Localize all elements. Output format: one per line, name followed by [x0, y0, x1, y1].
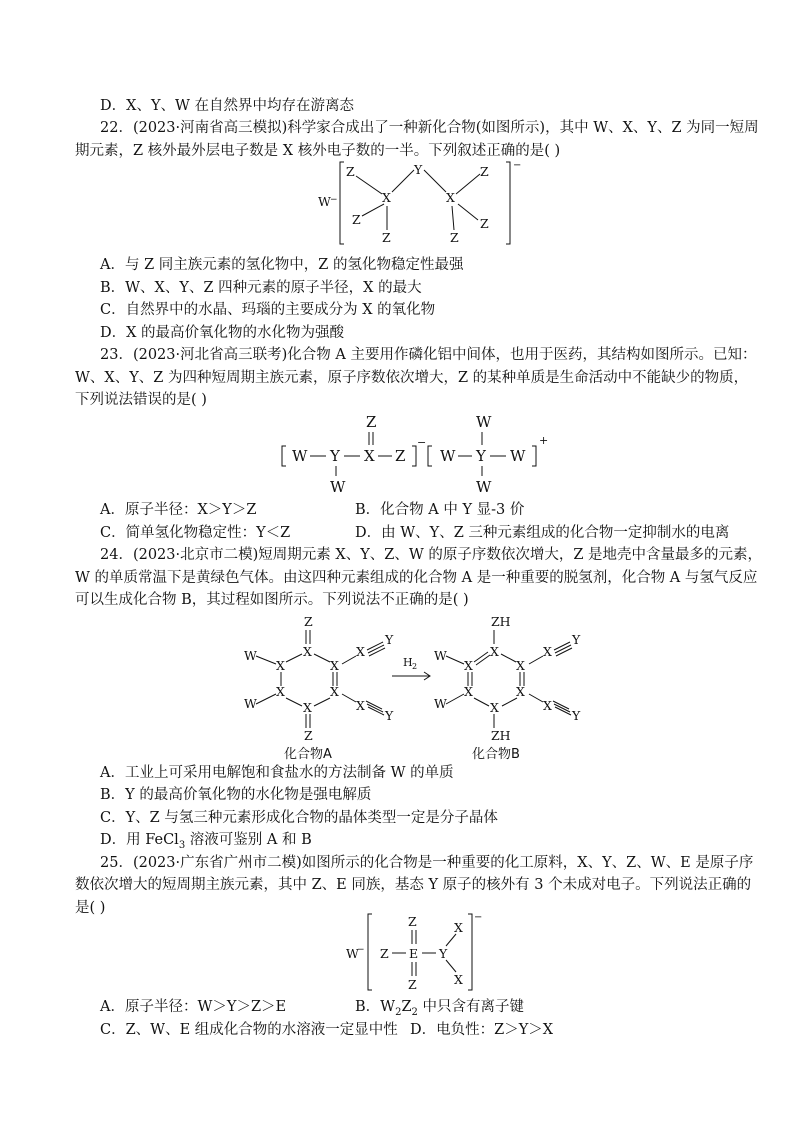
f22-w-charge: − [330, 195, 338, 205]
f25-e: E [409, 946, 419, 961]
f24a-x-top: X [303, 644, 312, 659]
question-25-stem-line2: 数依次增大的短周期主族元素，其中 Z、E 同族，基态 Y 原子的核外有 3 个未成对电子。下列说法正确的 [75, 877, 752, 893]
f25-z-top: Z [408, 914, 417, 929]
f24a-x-ur: X [330, 658, 339, 673]
question-25-option-a: A．原子半径：W＞Y＞Z＞E [100, 999, 287, 1015]
f23-y1: Y [330, 447, 340, 465]
question-24-option-a: A．工业上可采用电解饱和食盐水的方法制备 W 的单质 [100, 765, 454, 781]
question-24-option-d [100, 830, 312, 856]
figure-25-structure [340, 912, 490, 994]
question-22-stem-line2: 期元素，Z 核外最外层电子数是 X 核外电子数的一半。下列叙述正确的是( ) [75, 143, 561, 159]
f24b-x-cn2: X [543, 698, 552, 713]
f23-minus: − [417, 436, 427, 449]
f24b-zh-bot: ZH [491, 728, 511, 743]
question-22-option-c: C．自然界中的水晶、玛瑙的主要成分为 X 的氧化物 [100, 302, 436, 318]
f24b-x-lr: X [516, 684, 525, 699]
f23-bracket1-left [282, 446, 286, 466]
q25b-text-2: Z [401, 999, 412, 1015]
f24b-x-bot: X [490, 700, 499, 715]
question-25-option-b [355, 997, 524, 1023]
question-25-stem-line3: 是( ) [75, 900, 106, 916]
question-25-stem-line1: 25．(2023·广东省广州市二模)如图所示的化合物是一种重要的化工原料，X、Y、Z、W、E 是原子序 [100, 855, 754, 871]
f25-w-charge: − [357, 945, 365, 955]
f23-z1: Z [366, 413, 377, 431]
question-24-option-c: C．Y、Z 与氢三种元素形成化合物的晶体类型一定是分子晶体 [100, 810, 498, 826]
f25-z-left: Z [380, 946, 389, 961]
question-22-stem-line1: 22．(2023·河南省高三模拟)科学家合成出了一种新化合物(如图所示)，其中 W、X、Y、Z 为同一短周 [100, 120, 759, 136]
f22-charge: − [513, 160, 522, 171]
f24a-y1: Y [385, 632, 394, 647]
f24a-x-lr: X [330, 684, 339, 699]
q25b-text-1: B．W [355, 999, 396, 1015]
f24a-z-top: Z [304, 614, 313, 629]
f25-right-bracket [468, 914, 472, 990]
f23-bracket2-right [532, 446, 536, 466]
f25-z-bot: Z [408, 977, 417, 992]
f24-caption-b: 化合物B [472, 747, 520, 762]
f22-z3: Z [352, 212, 361, 227]
figure-24-reaction [240, 612, 600, 760]
question-22-option-b: B．W、X、Y、Z 四种元素的原子半径，X 的最大 [100, 280, 422, 296]
f24b-x-top: X [490, 644, 499, 659]
f25-x-bot: X [454, 972, 463, 987]
question-23-option-a: A．原子半径：X＞Y＞Z [100, 502, 257, 518]
figure-22-structure [310, 158, 520, 250]
f24-reaction-arrow [392, 656, 430, 680]
f23-w2: W [330, 478, 346, 496]
f24b-w1: W [434, 648, 447, 663]
question-21-option-d: D．X、Y、W 在自然界中均存在游离态 [100, 98, 355, 114]
f22-z5: Z [450, 230, 459, 245]
f22-x2: X [446, 190, 455, 205]
f23-bracket1-right [412, 446, 416, 466]
question-23-stem-line3: 下列说法错误的是( ) [75, 392, 207, 408]
f24a-x-ul: X [276, 658, 285, 673]
question-23-option-c: C．简单氢化物稳定性：Y＜Z [100, 525, 291, 541]
q25b-sub-1: 2 [395, 1006, 402, 1018]
q25b-sub-2: 2 [411, 1006, 418, 1018]
f25-charge: − [474, 912, 483, 923]
q24d-text-1: D．用 FeCl [100, 832, 179, 848]
question-24-stem-line3: 可以生成化合物 B，其过程如图所示。下列说法不正确的是( ) [75, 592, 469, 608]
f23-w6: W [510, 447, 526, 465]
f24-h2-sub: 2 [412, 662, 418, 671]
f24a-w2: W [244, 696, 257, 711]
f22-w-label: W [318, 194, 331, 209]
f24-caption-a: 化合物A [284, 747, 332, 762]
question-23-stem-line2: W、X、Y、Z 为四种短周期主族元素，原子序数依次增大，Z 的某种单质是生命活动中不能缺少的物质， [75, 370, 749, 386]
f24a-w1: W [244, 648, 257, 663]
f24b-y1: Y [572, 632, 581, 647]
f24a-x-ll: X [276, 684, 285, 699]
f22-left-bracket [340, 162, 344, 244]
question-24-stem-line2: W 的单质常温下是黄绿色气体。由这四种元素组成的化合物 A 是一种重要的脱氢剂，化合物 A 与氢气反应 [75, 570, 758, 586]
q25b-text-3: 中只含有离子键 [417, 999, 524, 1015]
f22-y: Y [414, 162, 423, 177]
f23-z2: Z [395, 447, 406, 465]
figure-23-structure [280, 410, 560, 500]
f25-x-top: X [454, 920, 463, 935]
f22-z1: Z [346, 164, 355, 179]
question-23-stem-line1: 23．(2023·河北省高三联考)化合物 A 主要用作磷化铝中间体，也用于医药，其结构如图所示。已知： [100, 347, 757, 363]
f24a-x-cn2: X [356, 698, 365, 713]
f24a-y2: Y [385, 708, 394, 723]
f22-z4: Z [382, 230, 391, 245]
f22-x1: X [382, 190, 391, 205]
f24b-x-ll: X [464, 684, 473, 699]
f23-bracket2-left [428, 446, 432, 466]
f25-w: W [346, 946, 359, 961]
f24b-x-ur: X [516, 658, 525, 673]
f24b-x-ul: X [464, 658, 473, 673]
f25-left-bracket [368, 914, 372, 990]
f24-h2: H [403, 656, 413, 669]
question-24-stem-line1: 24．(2023·北京市二模)短周期元素 X、Y、Z、W 的原子序数依次增大，Z 是地壳中含量最多的元素， [100, 547, 763, 563]
f24b-x-cn1: X [543, 644, 552, 659]
f22-z2: Z [480, 164, 489, 179]
f24b-zh-top: ZH [491, 614, 511, 629]
f22-z6: Z [480, 216, 489, 231]
f22-right-bracket [506, 162, 510, 244]
f24-compound-a [244, 614, 394, 762]
f24a-x-bot: X [303, 700, 312, 715]
f24a-z-bot: Z [304, 728, 313, 743]
question-24-option-b: B．Y 的最高价氧化物的水化物是强电解质 [100, 787, 372, 803]
question-22-option-d: D．X 的最高价氧化物的水化物为强酸 [100, 325, 345, 341]
f23-w1: W [292, 447, 308, 465]
f23-w5: W [476, 478, 492, 496]
f24b-y2: Y [572, 708, 581, 723]
f23-w4: W [476, 413, 492, 431]
f23-plus: + [539, 434, 549, 447]
f23-x: X [364, 447, 375, 465]
q24d-text-2: 溶液可鉴别 A 和 B [185, 832, 312, 848]
question-23-option-b: B．化合物 A 中 Y 显-3 价 [355, 502, 525, 518]
question-25-option-c: C．Z、W、E 组成化合物的水溶液一定显中性 [100, 1022, 398, 1038]
q24d-sub: 3 [178, 839, 186, 851]
question-25-option-d: D．电负性：Z＞Y＞X [410, 1022, 554, 1038]
f24-compound-b [434, 614, 581, 762]
f25-y: Y [439, 946, 448, 961]
f24a-x-cn1: X [356, 644, 365, 659]
question-22-option-a: A．与 Z 同主族元素的氢化物中，Z 的氢化物稳定性最强 [100, 257, 464, 273]
f23-y2: Y [476, 447, 486, 465]
f23-w3: W [440, 447, 456, 465]
question-23-option-d: D．由 W、Y、Z 三种元素组成的化合物一定抑制水的电离 [355, 525, 730, 541]
f24b-w2: W [434, 696, 447, 711]
